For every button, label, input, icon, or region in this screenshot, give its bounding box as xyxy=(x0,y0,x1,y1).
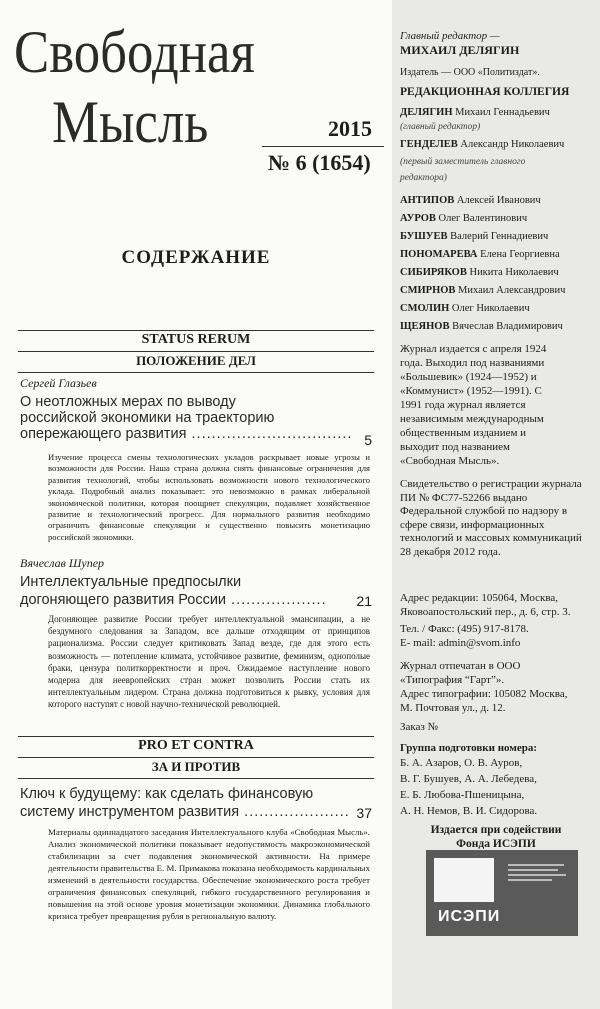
section-divider xyxy=(18,351,374,352)
article-title-text: систему инструментом развития xyxy=(20,804,240,820)
logo-fine-print xyxy=(508,864,572,881)
support-line: Фонда ИСЭПИ xyxy=(456,838,536,850)
board-member xyxy=(400,266,595,279)
article-title-line[interactable] xyxy=(20,592,327,608)
article-title-line[interactable]: Ключ к будущему: как сделать финансовую xyxy=(20,786,314,802)
section-latin-title: PRO ET CONTRA xyxy=(138,738,254,753)
team-line: Б. А. Азаров, О. В. Ауров, xyxy=(400,757,523,769)
article-title-line[interactable] xyxy=(20,426,352,442)
section-divider xyxy=(18,330,374,331)
board-given-name: Алексей Иванович xyxy=(456,195,541,206)
article-title-text: опережающего развития xyxy=(20,426,187,442)
section-latin-title: STATUS RERUM xyxy=(141,332,251,347)
article-abstract: Изучение процесса смены технологических укладов раскрывает новые угрозы и возможности для России. Наша страна должна снять финансовые ограничения для развития технологий, чтобы использовать возможности нового технологического уклада. Подробный анализ показывает: это невозможно в рамках либеральной экономической политики, которая поощряет спекуляции, подавляет хозяйственное развитие и технологический прогресс. Для нормального развития необходимо ограничить финансовые спекуляции и существенно повысить монетизацию российской экономики. xyxy=(48,452,370,542)
board-surname: ДЕЛЯГИН xyxy=(400,107,453,118)
chief-editor-label: Главный редактор — xyxy=(400,30,500,42)
board-surname: СМОЛИН xyxy=(400,303,450,314)
toc-heading: СОДЕРЖАНИЕ xyxy=(121,247,271,268)
board-member xyxy=(400,320,595,333)
section-divider xyxy=(18,736,374,737)
article-title-line[interactable]: российской экономики на траекторию xyxy=(20,410,275,426)
logo-light-panel xyxy=(434,858,494,902)
leader-dots: ..................... xyxy=(239,804,350,820)
article-abstract: Материалы одиннадцатого заседания Интеллектуального клуба «Свободная Мысль». Анализ экономической политики показывает недопустимость макроэкономической стабилизации за счет подавления экономической активности. На примере деятельности правительства Е. М. Примакова показана необходимость кардинальных изменений в деятельности государства. Обеспечение экономического роста требует ограничения финансовых спекуляций, гибкого государственного регулирования и повышения на этой основе уровня монетизации экономики. Динамика глобального кризиса требует превращения рубля в региональную валюту. xyxy=(48,827,370,921)
section-divider xyxy=(18,778,374,779)
fund-isepi-logo-block xyxy=(426,850,578,936)
board-given-name: Олег Валентинович xyxy=(438,213,528,224)
masthead-title-line2: Мысль xyxy=(52,89,209,155)
board-given-name: Елена Георгиевна xyxy=(480,249,560,260)
section-russian-title: ЗА И ПРОТИВ xyxy=(151,759,241,774)
issue-year: 2015 xyxy=(328,116,372,141)
board-member xyxy=(400,194,595,207)
board-member xyxy=(400,230,595,243)
board-given-name: Михаил Геннадьевич xyxy=(455,107,550,118)
team-line: Е. Б. Любова-Пшеницына, xyxy=(400,789,525,801)
board-surname: ПОНОМАРЕВА xyxy=(400,249,478,260)
board-given-name: Валерий Геннадиевич xyxy=(450,231,549,242)
support-line: Издается при содействии xyxy=(430,824,562,836)
article-abstract: Догоняющее развитие России требует интеллектуальной эмансипации, а не бездумного следования за Западом, все дальше отходящим от принципов рационализма. России следует критиковать Запад везде, где для этого есть возможность — потепление климата, устойчивое развитие, феминизм, однополые браки, цензура политкорректности и проч. Ожидаемое наступление нового модерна для неевропейских стран может позволить России стать их интеллектуальным лидером. Страна должна подготовиться к рывку, условия для которого наступят с новой научно-технической революцией. xyxy=(48,614,370,710)
board-given-name: Александр Николаевич xyxy=(460,139,565,150)
board-surname: АУРОВ xyxy=(400,213,436,224)
order-number: Заказ № xyxy=(400,721,439,733)
printing-address: Адрес типографии: 105082 Москва, М. Почтовая ул., д. 12. xyxy=(400,688,568,714)
article-page-number[interactable]: 5 xyxy=(364,432,372,448)
board-member xyxy=(400,284,595,297)
chief-editor-name: МИХАИЛ ДЕЛЯГИН xyxy=(400,43,520,57)
board-surname: БУШУЕВ xyxy=(400,231,448,242)
article-page-number[interactable]: 37 xyxy=(356,805,372,821)
fund-logo-text: ИСЭПИ xyxy=(438,908,501,925)
phone-fax: Тел. / Факс: (495) 917-8178. xyxy=(400,623,529,635)
article-title-line[interactable] xyxy=(20,804,350,820)
board-surname: АНТИПОВ xyxy=(400,195,455,206)
board-given-name: Вячеслав Владимирович xyxy=(452,321,563,332)
issue-number: № 6 (1654) xyxy=(268,150,371,175)
board-member xyxy=(400,138,595,151)
journal-history: Журнал издается с апреля 1924 года. Выходил под названиями «Большевик» (1924—1952) и «Коммунист» (1952—1991). С 1991 года журнал является независимым международным общественным изданием и выходит под названием «Свободная Мысль». xyxy=(400,343,547,467)
article-title-line[interactable]: О неотложных мерах по выводу xyxy=(20,394,236,410)
article-page-number[interactable]: 21 xyxy=(356,593,372,609)
board-given-name: Михаил Александрович xyxy=(458,285,566,296)
editorial-address: Адрес редакции: 105064, Москва, Яковоапостольский пер., д. 6, стр. 3. xyxy=(400,592,571,618)
section-divider xyxy=(18,757,374,758)
article-title-line[interactable]: Интеллектуальные предпосылки xyxy=(20,574,242,590)
board-surname: ЩЕЯНОВ xyxy=(400,321,450,332)
board-surname: ГЕНДЕЛЕВ xyxy=(400,139,458,150)
article-author: Вячеслав Шупер xyxy=(20,556,105,570)
leader-dots: ................... xyxy=(226,592,327,608)
board-surname: СИБИРЯКОВ xyxy=(400,267,467,278)
issue-divider xyxy=(262,146,384,147)
leader-dots: ................................ xyxy=(186,426,353,442)
board-given-name: Олег Николаевич xyxy=(451,303,530,314)
board-given-name: Никита Николаевич xyxy=(469,267,559,278)
registration-info: Свидетельство о регистрации журнала ПИ № ФС77-52266 выдано Федеральной службой по надзору в сфере связи, информационных технологий и массовых коммуникаций 28 декабря 2012 года. xyxy=(400,478,582,558)
board-note: (главный редактор) xyxy=(400,122,481,132)
board-member xyxy=(400,302,595,315)
article-title-text: догоняющего развития России xyxy=(20,592,227,608)
team-line: В. Г. Бушуев, А. А. Лебедева, xyxy=(400,773,537,785)
board-member xyxy=(400,106,595,119)
section-russian-title: ПОЛОЖЕНИЕ ДЕЛ xyxy=(136,353,256,368)
board-title: РЕДАКЦИОННАЯ КОЛЛЕГИЯ xyxy=(400,86,570,98)
printing-house: Журнал отпечатан в ООО «Типография “Гарт”». xyxy=(400,660,521,686)
section-divider xyxy=(18,372,374,373)
board-member xyxy=(400,248,595,261)
email-address[interactable]: E- mail: admin@svom.info xyxy=(400,637,521,649)
team-line: А. Н. Немов, В. И. Сидорова. xyxy=(400,805,538,817)
board-surname: СМИРНОВ xyxy=(400,285,456,296)
team-title: Группа подготовки номера: xyxy=(400,742,538,754)
masthead-title-line1: Свободная xyxy=(14,19,255,85)
publisher: Издатель — ООО «Политиздат». xyxy=(400,67,540,78)
article-author: Сергей Глазьев xyxy=(20,376,97,390)
board-member xyxy=(400,212,595,225)
board-note: (первый заместитель главного редактора) xyxy=(400,157,526,183)
